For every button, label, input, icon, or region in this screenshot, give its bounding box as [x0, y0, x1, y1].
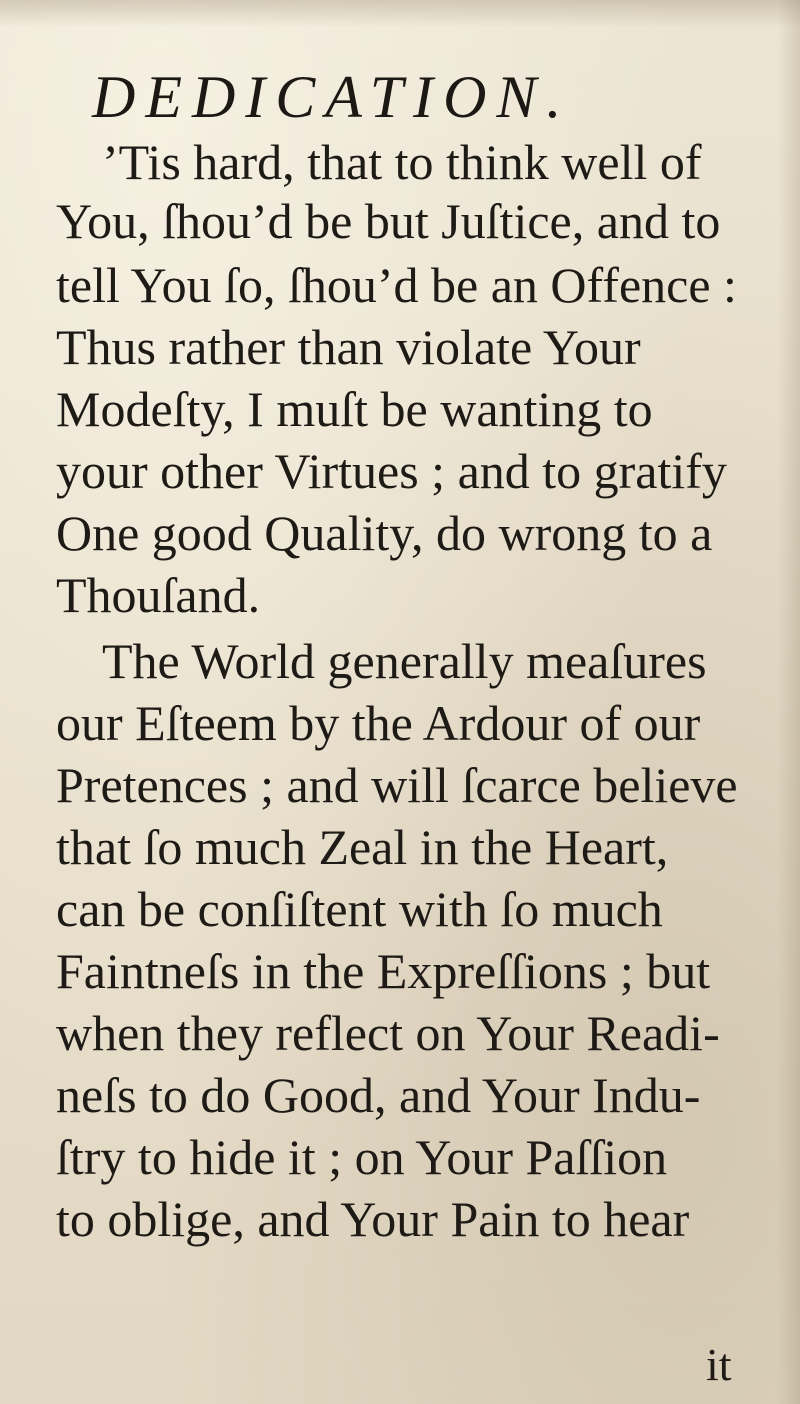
page-heading: DEDICATION.	[92, 64, 572, 130]
text-line: neſs to do Good, and Your Indu-	[56, 1067, 701, 1123]
text-line: to oblige, and Your Pain to hear	[56, 1191, 690, 1247]
text-line: Thouſand.	[56, 567, 261, 623]
text-line: The World generally meaſures	[102, 633, 707, 689]
text-line: our Eſteem by the Ardour of our	[56, 695, 701, 751]
text-line: that ſo much Zeal in the Heart,	[56, 819, 669, 875]
page-edge-shadow-right	[778, 0, 800, 1404]
text-line: One good Quality, do wrong to a	[56, 505, 713, 561]
text-line: You, ſhou’d be but Juſtice, and to	[56, 193, 721, 249]
text-line: can be conſiſtent with ſo much	[56, 881, 663, 937]
text-line: Faintneſs in the Expreſſions ; but	[56, 943, 711, 999]
text-line: tell You ſo, ſhou’d be an Offence :	[56, 257, 737, 313]
page-edge-shadow-top	[0, 0, 800, 28]
text-line: ſtry to hide it ; on Your Paſſion	[56, 1129, 668, 1185]
text-line: ’Tis hard, that to think well of	[102, 134, 702, 190]
text-line: Modeſty, I muſt be wanting to	[56, 381, 653, 437]
text-line: when they reflect on Your Readi-	[56, 1005, 720, 1061]
text-line: Thus rather than violate Your	[56, 319, 641, 375]
catchword: it	[706, 1339, 732, 1390]
text-line: Pretences ; and will ſcarce believe	[56, 757, 738, 813]
text-line: your other Virtues ; and to gratify	[56, 443, 727, 499]
